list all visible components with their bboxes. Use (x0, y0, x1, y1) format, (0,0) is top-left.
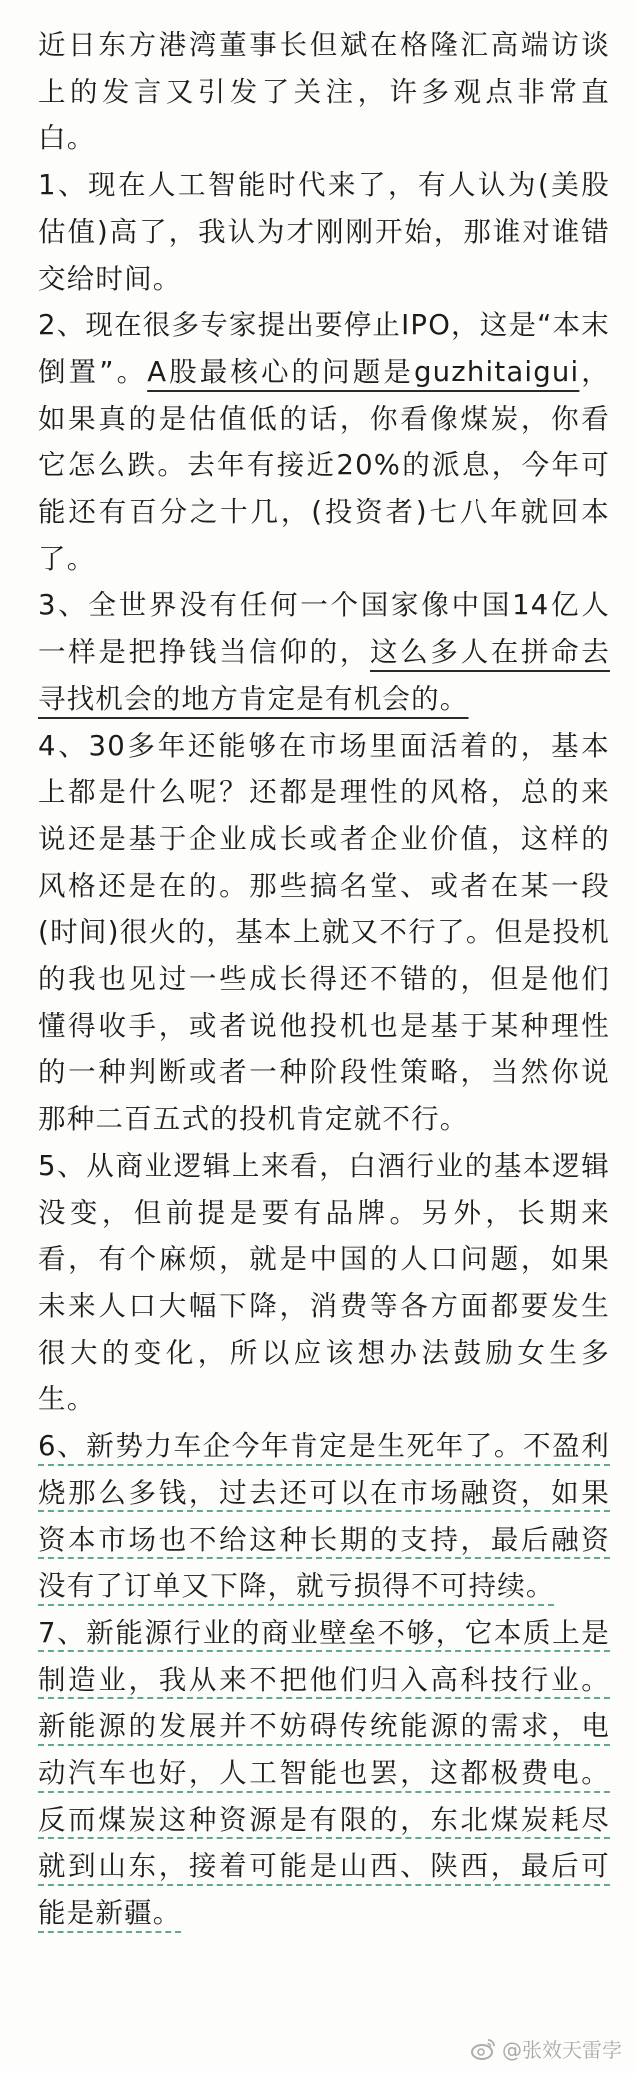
text-segment: 3、全世界没有任何一个国家像中国14亿人一样是把挣钱当信仰的， (38, 589, 610, 669)
text-segment: 5、从商业逻辑上来看，白酒行业的基本逻辑没变，但前提是要有品牌。另外，长期来看，有个麻烦，就是中国的人口问题，如果未来人口大幅下降，消费等各方面都要发生很大的变化，所以应该想办法鼓励女生多生。 (38, 1149, 610, 1416)
paragraph-point-1 (38, 162, 610, 302)
watermark-text: @张效天雷孛 (502, 2038, 622, 2062)
watermark (470, 2034, 622, 2063)
paragraph-point-4 (38, 723, 610, 1143)
paragraph-point-3 (38, 582, 610, 722)
weibo-logo-icon (470, 2036, 496, 2062)
highlighted-text-segment: 7、新能源行业的商业壁垒不够，它本质上是制造业，我从来不把他们归入高科技行业。新能源的发展并不妨碍传统能源的需求，电动汽车也好，人工智能也罢，这都极费电。反而煤炭这种资源是有限的，东北煤炭耗尽就到山东，接着可能是山西、陕西，最后可能是新疆。 (38, 1616, 610, 1930)
text-segment: 4、30多年还能够在市场里面活着的，基本上都是什么呢？还都是理性的风格，总的来说还是基于企业成长或者企业价值，这样的风格还是在的。那些搞名堂、或者在某一段(时间)很火的，基本上就又不行了。但是投机的我也见过一些成长得还不错的，但是他们懂得收手，或者说他投机也是基于某种理性的一种判断或者一种阶段性策略，当然你说那种二百五式的投机肯定就不行。 (38, 729, 610, 1136)
paragraph-point-6 (38, 1423, 610, 1610)
paragraph-point-7 (38, 1610, 610, 1937)
article-body (38, 22, 610, 1937)
text-segment: 1、现在人工智能时代来了，有人认为(美股估值)高了，我认为才刚刚开始，那谁对谁错交给时间。 (38, 169, 610, 295)
paragraph-point-2 (38, 302, 610, 582)
text-segment: 近日东方港湾董事长但斌在格隆汇高端访谈上的发言又引发了关注，许多观点非常直白。 (38, 29, 610, 155)
paragraph-point-5 (38, 1143, 610, 1423)
text-segment: 2、现在很多专家提出要停止IPO，这是“本末倒置”。 (38, 309, 610, 388)
highlighted-text-segment: 6、新势力车企今年肯定是生死年了。不盈利烧那么多钱，过去还可以在市场融资，如果资本市场也不给这种长期的支持，最后融资没有了订单又下降，就亏损得不可持续。 (38, 1430, 610, 1603)
paragraph-intro (38, 22, 610, 162)
highlighted-text-segment: 这么多人在拼命去寻找机会的地方肯定是有机会的。 (38, 636, 610, 715)
text-segment: ，如果真的是估值低的话，你看像煤炭，你看它怎么跌。去年有接近20%的派息，今年可能还有百分之十几，(投资者)七八年就回本了。 (38, 355, 611, 575)
highlighted-text-segment: A股最核心的问题是guzhitaigui (147, 355, 580, 388)
